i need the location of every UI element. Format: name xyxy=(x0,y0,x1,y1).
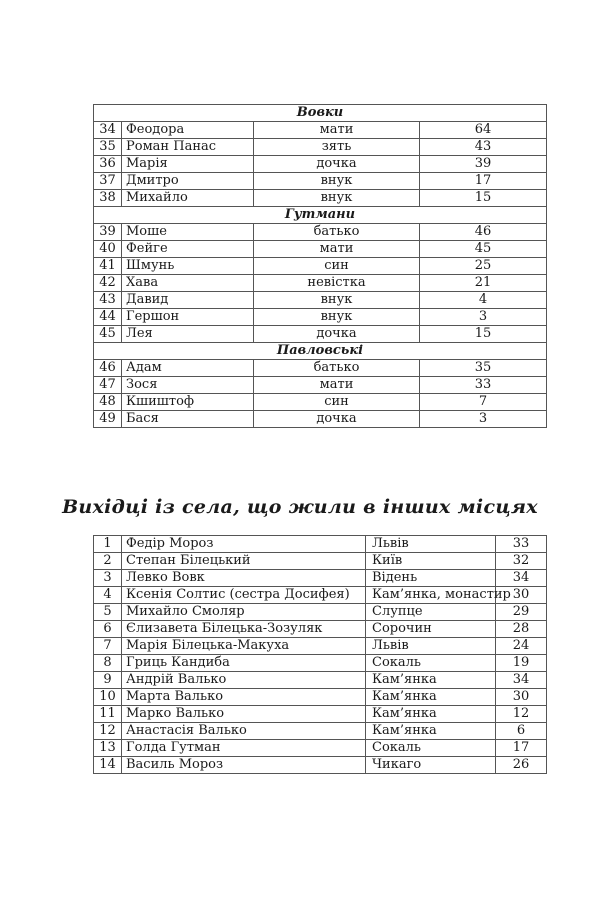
relation: дочка xyxy=(254,156,420,173)
place: Слупце xyxy=(366,604,496,621)
person-name: Анастасія Валько xyxy=(122,723,366,740)
section-title: Вихідці із села, що жили в інших місцях xyxy=(62,496,538,518)
age: 15 xyxy=(420,190,547,207)
table-row xyxy=(94,139,547,156)
table-row xyxy=(94,190,547,207)
place: Львів xyxy=(366,638,496,655)
person-name: Гершон xyxy=(122,309,254,326)
row-number: 9 xyxy=(94,672,122,689)
person-name: Зося xyxy=(122,377,254,394)
table-row xyxy=(94,638,547,655)
age: 34 xyxy=(496,570,547,587)
person-name: Марія xyxy=(122,156,254,173)
table-row xyxy=(94,156,547,173)
age: 46 xyxy=(420,224,547,241)
table-row xyxy=(94,360,547,377)
age: 32 xyxy=(496,553,547,570)
person-name: Адам xyxy=(122,360,254,377)
table-row xyxy=(94,224,547,241)
table-row xyxy=(94,723,547,740)
age: 28 xyxy=(496,621,547,638)
age: 43 xyxy=(420,139,547,156)
row-number: 14 xyxy=(94,757,122,774)
row-number: 2 xyxy=(94,553,122,570)
age: 21 xyxy=(420,275,547,292)
row-number: 46 xyxy=(94,360,122,377)
person-name: Бася xyxy=(122,411,254,428)
row-number: 1 xyxy=(94,536,122,553)
table-row xyxy=(94,570,547,587)
age: 26 xyxy=(496,757,547,774)
family-table xyxy=(93,104,547,428)
age: 19 xyxy=(496,655,547,672)
row-number: 44 xyxy=(94,309,122,326)
person-name: Гриць Кандиба xyxy=(122,655,366,672)
age: 3 xyxy=(420,309,547,326)
table-row xyxy=(94,604,547,621)
table-row xyxy=(94,689,547,706)
table-row xyxy=(94,326,547,343)
table-row xyxy=(94,122,547,139)
age: 34 xyxy=(496,672,547,689)
place: Кам’янка xyxy=(366,723,496,740)
place: Відень xyxy=(366,570,496,587)
row-number: 41 xyxy=(94,258,122,275)
person-name: Кшиштоф xyxy=(122,394,254,411)
place: Чикаго xyxy=(366,757,496,774)
person-name: Лея xyxy=(122,326,254,343)
place: Кам’янка xyxy=(366,672,496,689)
age: 30 xyxy=(496,587,547,604)
person-name: Хава xyxy=(122,275,254,292)
place: Кам’янка, монастир xyxy=(366,587,496,604)
person-name: Степан Білецький xyxy=(122,553,366,570)
table-row xyxy=(94,292,547,309)
row-number: 5 xyxy=(94,604,122,621)
age: 3 xyxy=(420,411,547,428)
relation: батько xyxy=(254,360,420,377)
emigrants-table xyxy=(93,535,547,774)
age: 15 xyxy=(420,326,547,343)
table-row xyxy=(94,411,547,428)
place: Сокаль xyxy=(366,655,496,672)
person-name: Феодора xyxy=(122,122,254,139)
family-name: Вовки xyxy=(94,105,547,122)
table-row xyxy=(94,621,547,638)
age: 33 xyxy=(420,377,547,394)
age: 35 xyxy=(420,360,547,377)
age: 25 xyxy=(420,258,547,275)
place: Сокаль xyxy=(366,740,496,757)
row-number: 40 xyxy=(94,241,122,258)
age: 33 xyxy=(496,536,547,553)
row-number: 48 xyxy=(94,394,122,411)
relation: зять xyxy=(254,139,420,156)
table-row xyxy=(94,587,547,604)
age: 39 xyxy=(420,156,547,173)
row-number: 43 xyxy=(94,292,122,309)
relation: батько xyxy=(254,224,420,241)
row-number: 37 xyxy=(94,173,122,190)
place: Львів xyxy=(366,536,496,553)
table-row xyxy=(94,377,547,394)
table-row xyxy=(94,536,547,553)
table-row xyxy=(94,275,547,292)
person-name: Михайло Смоляр xyxy=(122,604,366,621)
relation: син xyxy=(254,394,420,411)
relation: внук xyxy=(254,173,420,190)
person-name: Ксенія Солтис (сестра Досифея) xyxy=(122,587,366,604)
age: 45 xyxy=(420,241,547,258)
person-name: Василь Мороз xyxy=(122,757,366,774)
place: Сорочин xyxy=(366,621,496,638)
age: 64 xyxy=(420,122,547,139)
row-number: 42 xyxy=(94,275,122,292)
table-row xyxy=(94,672,547,689)
row-number: 10 xyxy=(94,689,122,706)
row-number: 7 xyxy=(94,638,122,655)
age: 17 xyxy=(420,173,547,190)
age: 30 xyxy=(496,689,547,706)
family-name: Гутмани xyxy=(94,207,547,224)
table-row xyxy=(94,655,547,672)
row-number: 35 xyxy=(94,139,122,156)
table-row xyxy=(94,173,547,190)
person-name: Моше xyxy=(122,224,254,241)
table-row xyxy=(94,706,547,723)
person-name: Голда Гутман xyxy=(122,740,366,757)
age: 12 xyxy=(496,706,547,723)
place: Кам’янка xyxy=(366,706,496,723)
person-name: Єлизавета Білецька-Зозуляк xyxy=(122,621,366,638)
row-number: 45 xyxy=(94,326,122,343)
relation: мати xyxy=(254,241,420,258)
row-number: 4 xyxy=(94,587,122,604)
relation: дочка xyxy=(254,326,420,343)
table-row xyxy=(94,394,547,411)
age: 24 xyxy=(496,638,547,655)
family-header-row xyxy=(94,207,547,224)
person-name: Марія Білецька-Макуха xyxy=(122,638,366,655)
person-name: Левко Вовк xyxy=(122,570,366,587)
relation: мати xyxy=(254,122,420,139)
relation: дочка xyxy=(254,411,420,428)
place: Київ xyxy=(366,553,496,570)
row-number: 49 xyxy=(94,411,122,428)
place: Кам’янка xyxy=(366,689,496,706)
person-name: Фейге xyxy=(122,241,254,258)
row-number: 12 xyxy=(94,723,122,740)
age: 17 xyxy=(496,740,547,757)
row-number: 6 xyxy=(94,621,122,638)
relation: мати xyxy=(254,377,420,394)
person-name: Андрій Валько xyxy=(122,672,366,689)
table-row xyxy=(94,553,547,570)
row-number: 13 xyxy=(94,740,122,757)
age: 7 xyxy=(420,394,547,411)
person-name: Давид xyxy=(122,292,254,309)
person-name: Федір Мороз xyxy=(122,536,366,553)
row-number: 47 xyxy=(94,377,122,394)
family-header-row xyxy=(94,343,547,360)
row-number: 8 xyxy=(94,655,122,672)
person-name: Марта Валько xyxy=(122,689,366,706)
person-name: Роман Панас xyxy=(122,139,254,156)
age: 6 xyxy=(496,723,547,740)
row-number: 3 xyxy=(94,570,122,587)
age: 29 xyxy=(496,604,547,621)
family-header-row xyxy=(94,105,547,122)
row-number: 34 xyxy=(94,122,122,139)
table-row xyxy=(94,309,547,326)
table-row xyxy=(94,740,547,757)
relation: невістка xyxy=(254,275,420,292)
relation: внук xyxy=(254,190,420,207)
person-name: Марко Валько xyxy=(122,706,366,723)
relation: внук xyxy=(254,309,420,326)
person-name: Шмунь xyxy=(122,258,254,275)
relation: син xyxy=(254,258,420,275)
person-name: Дмитро xyxy=(122,173,254,190)
table-row xyxy=(94,757,547,774)
person-name: Михайло xyxy=(122,190,254,207)
row-number: 11 xyxy=(94,706,122,723)
row-number: 36 xyxy=(94,156,122,173)
row-number: 39 xyxy=(94,224,122,241)
table-row xyxy=(94,241,547,258)
table-row xyxy=(94,258,547,275)
relation: внук xyxy=(254,292,420,309)
row-number: 38 xyxy=(94,190,122,207)
age: 4 xyxy=(420,292,547,309)
family-name: Павловські xyxy=(94,343,547,360)
